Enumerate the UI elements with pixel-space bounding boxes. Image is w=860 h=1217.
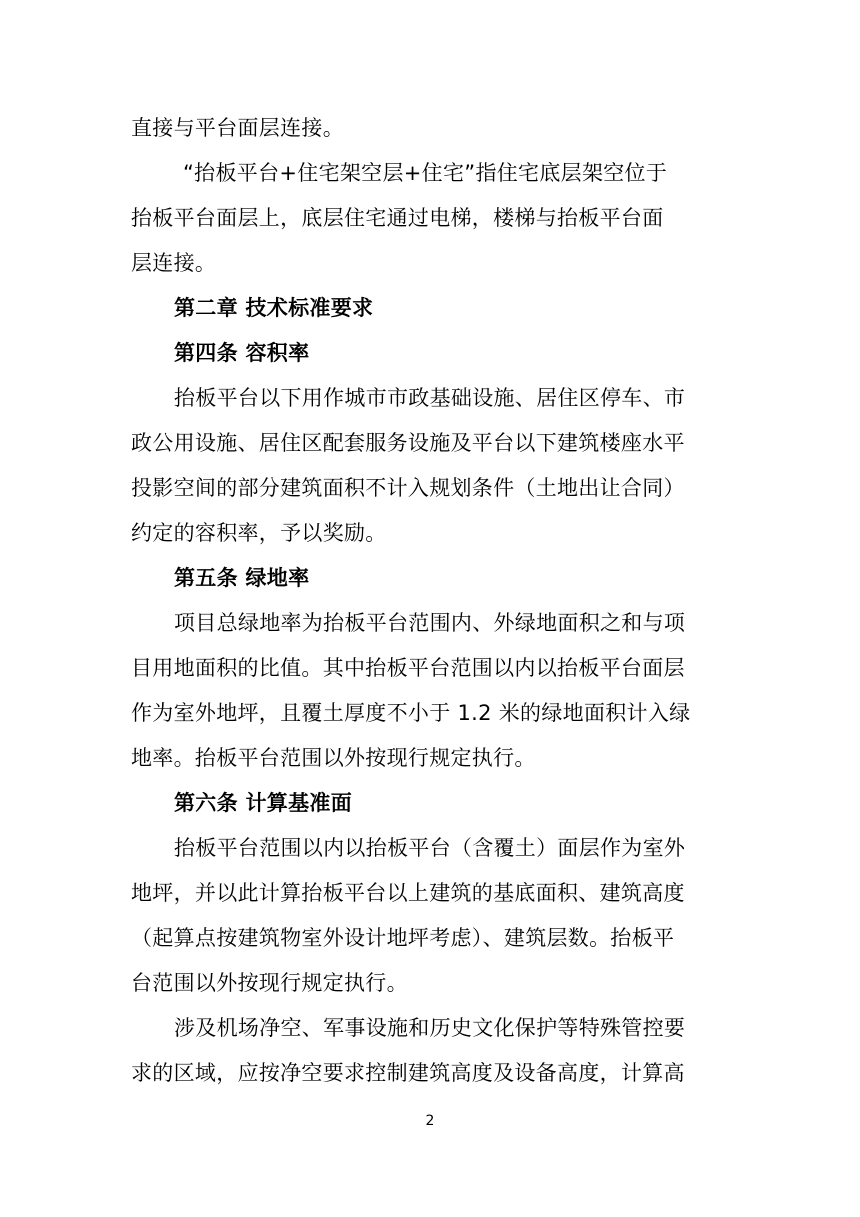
article-heading: 第六条 计算基准面 [174,791,353,815]
paragraph-line: 作为室外地坪，且覆土厚度不小于 1.2 米的绿地面积计入绿 [131,701,691,725]
paragraph-line: 地坪，并以此计算抬板平台以上建筑的基底面积、建筑高度 [131,881,685,905]
paragraph-line: “抬板平台+住宅架空层+住宅”指住宅底层架空位于 [183,161,668,185]
paragraph-line: 层连接。 [131,251,217,275]
chapter-heading: 第二章 技术标准要求 [174,296,374,320]
page-number: 2 [425,1113,435,1129]
paragraph-line: 项目总绿地率为抬板平台范围内、外绿地面积之和与项 [174,611,686,635]
paragraph-line: 地率。抬板平台范围以外按现行规定执行。 [131,746,536,770]
article-heading: 第四条 容积率 [174,341,310,365]
paragraph-line: 约定的容积率，予以奖励。 [131,521,387,545]
paragraph-line: 求的区域，应按净空要求控制建筑高度及设备高度，计算高 [131,1061,685,1085]
paragraph-line: 抬板平台面层上，底层住宅通过电梯，楼梯与抬板平台面 [131,206,664,230]
paragraph-line: 抬板平台范围以内以抬板平台（含覆土）面层作为室外 [174,836,686,860]
paragraph-line: 目用地面积的比值。其中抬板平台范围以内以抬板平台面层 [131,656,685,680]
article-heading: 第五条 绿地率 [174,566,310,590]
paragraph-line: （起算点按建筑物室外设计地坪考虑）、建筑层数。抬板平 [131,926,675,950]
paragraph-line: 政公用设施、居住区配套服务设施及平台以下建筑楼座水平 [131,431,685,455]
paragraph-line: 抬板平台以下用作城市市政基础设施、居住区停车、市 [174,386,686,410]
paragraph-line: 直接与平台面层连接。 [131,116,344,140]
paragraph-line: 涉及机场净空、军事设施和历史文化保护等特殊管控要 [174,1016,686,1040]
paragraph-line: 台范围以外按现行规定执行。 [131,971,408,995]
paragraph-line: 投影空间的部分建筑面积不计入规划条件（土地出让合同） [131,476,685,500]
